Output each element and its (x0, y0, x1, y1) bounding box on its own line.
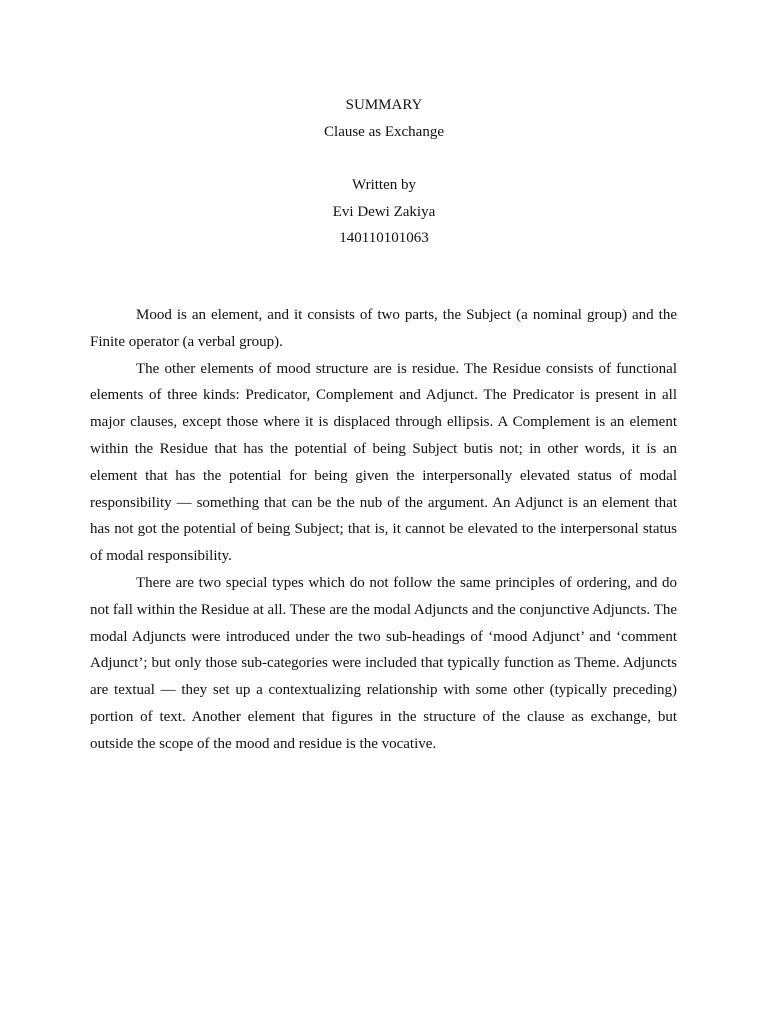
document-header (0, 92, 768, 252)
author-name: Evi Dewi Zakiya (332, 203, 436, 220)
document-subtitle: Clause as Exchange (324, 123, 444, 140)
written-by-label: Written by (352, 177, 416, 193)
document-title: SUMMARY (345, 97, 423, 113)
paragraph-2: The other elements of mood structure are is residue. The Residue consists of functional elements of three kinds: Predicator, Complement and Adjunct. The Predicator is present in all major clauses, except those where it is displaced through ellipsis. A Complement is an element within the Residue that has the potential of being Subject butis not; in other words, it is an element that has the potential for being given the interpersonally elevated status of modal responsibility — something that can be the nub of the argument. An Adjunct is an element that has not got the potential of being Subject; that is, it cannot be elevated to the interpersonal status of modal responsibility. (90, 360, 677, 565)
document-body (90, 302, 677, 758)
paragraph-3: There are two special types which do not follow the same principles of ordering, and do not fall within the Residue at all. These are the modal Adjuncts and the conjunctive Adjuncts. The modal Adjuncts were introduced under the two sub-headings of ‘mood Adjunct’ and ‘comment Adjunct’; but only those sub-categories were included that typically function as Theme. Adjuncts are textual — they set up a contextualizing relationship with some other (typically preceding) portion of text. Another element that figures in the structure of the clause as exchange, but outside the scope of the mood and residue is the vocative. (90, 574, 677, 752)
paragraph-1: Mood is an element, and it consists of two parts, the Subject (a nominal group) and the Finite operator (a verbal group). (90, 307, 677, 350)
header-spacer (0, 145, 768, 172)
student-id: 140110101063 (339, 230, 429, 246)
